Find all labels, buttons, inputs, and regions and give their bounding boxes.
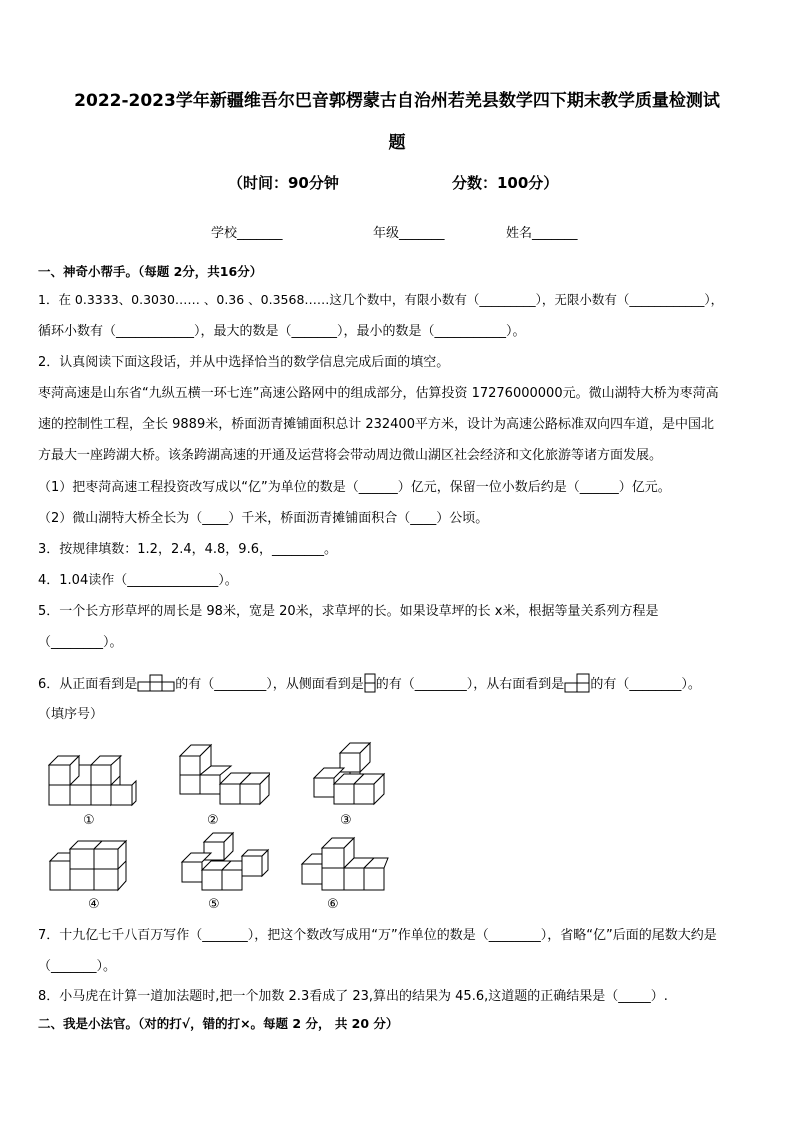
q4: 4．1.04读作（______________）。 xyxy=(38,573,238,588)
q6-text-d: 的有（________）。 xyxy=(590,677,701,692)
q2-intro: 2．认真阅读下面这段话，并从中选择恰当的数学信息完成后面的填空。 xyxy=(38,355,450,370)
q8: 8．小马虎在计算一道加法题时,把一个加数 2.3看成了 23,算出的结果为 45.6,这道题的正确结果是（_____）. xyxy=(38,989,668,1004)
exam-time: （时间：90分钟 xyxy=(228,174,339,192)
figure-label-6: ⑥ xyxy=(327,897,339,912)
section-2-heading: 二、我是小法官。（对的打√，错的打×。每题 2 分， 共 20 分） xyxy=(38,1016,399,1031)
cube-figure-4 xyxy=(48,835,140,893)
grade-field[interactable]: 年级_______ xyxy=(373,226,445,241)
q7-line2: （_______）。 xyxy=(38,959,117,974)
right-view-icon xyxy=(564,673,590,693)
q2-sub-2: （2）微山湖特大桥全长为（____）千米，桥面沥青摊铺面积合（____）公顷。 xyxy=(38,511,489,526)
side-view-icon xyxy=(364,673,376,693)
q6-text-a: 6．从正面看到是 xyxy=(38,677,138,692)
figure-label-4: ④ xyxy=(88,897,100,912)
q6-line xyxy=(38,673,701,693)
page-title-cont: 题 xyxy=(388,133,406,153)
page-title: 2022-2023学年新疆维吾尔巴音郭楞蒙古自治州若羌县数学四下期末教学质量检测试 xyxy=(74,91,720,111)
figure-label-1: ① xyxy=(83,813,95,828)
q7-line1: 7．十九亿七千八百万写作（_______），把这个数改写成用“万”作单位的数是（________），省略“亿”后面的尾数大约是 xyxy=(38,928,717,943)
q1-line2: 循环小数有（____________），最大的数是（_______），最小的数是（___________）。 xyxy=(38,324,526,339)
q2-passage-3: 方最大一座跨湖大桥。该条跨湖高速的开通及运营将会带动周边微山湖区社会经济和文化旅游等诸方面发展。 xyxy=(38,448,663,463)
school-field[interactable]: 学校_______ xyxy=(211,226,283,241)
q5-line1: 5．一个长方形草坪的周长是 98米，宽是 20米，求草坪的长。如果设草坪的长 x米，根据等量关系列方程是 xyxy=(38,604,659,619)
section-1-heading: 一、神奇小帮手。（每题 2分，共16分） xyxy=(38,264,263,279)
q1-line1: 1．在 0.3333、0.3030…… 、0.36 、0.3568……这几个数中，有限小数有（_________），无限小数有（____________）， xyxy=(38,292,724,307)
q6-note: （填序号） xyxy=(38,707,104,722)
q5-line2: （________）。 xyxy=(38,635,123,650)
front-view-icon xyxy=(137,674,175,692)
cube-figure-6 xyxy=(300,828,390,894)
q3: 3．按规律填数：1.2，2.4，4.8，9.6，________。 xyxy=(38,542,337,557)
q2-sub-1: （1）把枣菏高速工程投资改写成以“亿”为单位的数是（______）亿元，保留一位小数后约是（______）亿元。 xyxy=(38,480,671,495)
cube-figure-3 xyxy=(312,740,394,808)
figure-label-5: ⑤ xyxy=(208,897,220,912)
q2-passage-1: 枣菏高速是山东省“九纵五横一环七连”高速公路网中的组成部分，估算投资 17276000000元。微山湖特大桥为枣菏高 xyxy=(38,386,719,401)
figure-label-3: ③ xyxy=(340,813,352,828)
exam-score: 分数：100分） xyxy=(452,174,559,192)
q2-passage-2: 速的控制性工程，全长 9889米，桥面沥青摊铺面积总计 232400平方米，设计为高速公路标准双向四车道，是中国北 xyxy=(38,417,714,432)
cube-figure-2 xyxy=(178,742,270,808)
q6-text-c: 的有（________），从右面看到是 xyxy=(375,677,565,692)
cube-figure-1 xyxy=(48,745,138,807)
q6-text-b: 的有（________），从侧面看到是 xyxy=(175,677,364,692)
name-field[interactable]: 姓名_______ xyxy=(506,226,578,241)
figure-label-2: ② xyxy=(207,813,219,828)
cube-figure-5 xyxy=(180,826,270,894)
